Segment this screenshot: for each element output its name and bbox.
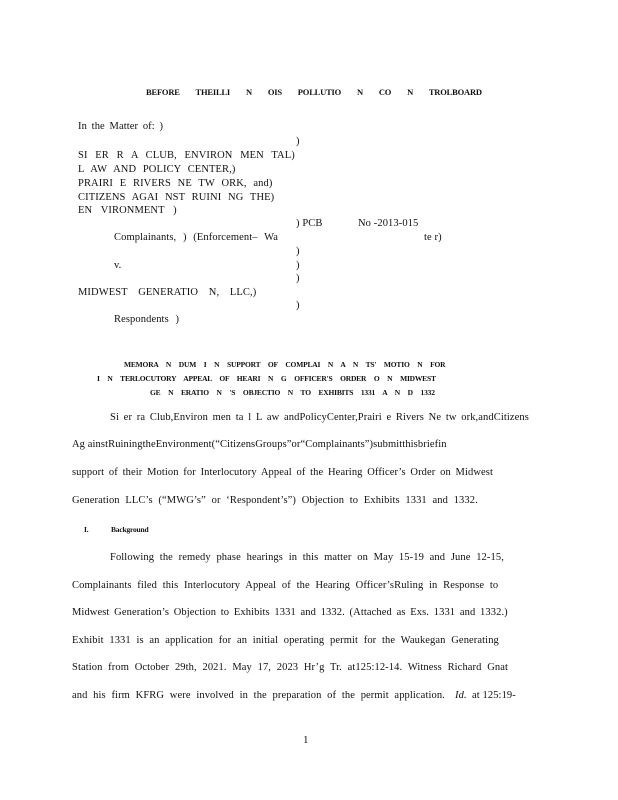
caption-paren: ) (296, 260, 300, 271)
caption-paren: ) (296, 246, 300, 257)
caption-paren: ) (296, 136, 300, 147)
caption-complainants-end: te r) (424, 232, 442, 243)
citation-id: Id. (455, 690, 467, 701)
background-line: Midwest Generation’s Objection to Exhibits 1331 and 1332. (Attached as Exs. 1331 and 1332.) (72, 607, 508, 618)
intro-line: Generation LLC’s (“MWG’s” or ‘Respondent’s”) Objection to Exhibits 1331 and 1332. (72, 495, 478, 506)
intro-line: Si er ra Club,Environ men ta l L aw andPolicyCenter,Prairi e Rivers Ne tw ork,andCitizens (110, 412, 529, 423)
background-line: and his firm KFRG were involved in the preparation of the permit application. (72, 690, 445, 701)
caption-party-line: SI ER R A CLUB, ENVIRON MEN TAL) (78, 150, 295, 161)
caption-respondents: Respondents ) (114, 314, 180, 325)
caption-complainants: Complainants, ) (Enforcement– Wa (114, 232, 279, 243)
section-heading: Background (111, 525, 149, 534)
caption-case-number: No -2013-015 (358, 218, 419, 229)
caption-party-line: L AW AND POLICY CENTER,) (78, 164, 236, 175)
background-line: Following the remedy phase hearings in this matter on May 15-19 and June 12-15, (110, 552, 504, 563)
background-line: Station from October 29th, 2021. May 17, 2023 Hr’g Tr. at125:12-14. Witness Richard Gnat (72, 662, 509, 673)
caption-paren: ) (296, 300, 300, 311)
memo-title-line: I N TERLOCUTORY APPEAL OF HEARI N G OFFICER'S ORDER O N MIDWEST (97, 374, 436, 383)
citation-pinpoint: at 125:19- (472, 690, 516, 701)
page-number: 1 (303, 734, 309, 746)
caption-in-matter: In the Matter of: ) (78, 121, 164, 132)
section-number: I. (84, 525, 89, 534)
intro-line: Ag ainstRuiningtheEnvironment(“CitizensGroups”or“Complainants”)submitthisbriefin (72, 439, 447, 450)
caption-respondent-name: MIDWEST GENERATIO N, LLC,) (78, 287, 257, 298)
board-header: BEFORE THEILLI N OIS POLLUTIO N CO N TROLBOARD (146, 87, 482, 97)
intro-line: support of their Motion for Interlocutory Appeal of the Hearing Officer’s Order on Midwest (72, 467, 493, 478)
caption-paren: ) (296, 273, 300, 284)
caption-pcb-label: ) PCB (296, 218, 323, 229)
caption-party-line: PRAIRI E RIVERS NE TW ORK, and) (78, 178, 273, 189)
caption-party-line: EN VIRONMENT ) (78, 205, 177, 216)
background-line: Complainants filed this Interlocutory Appeal of the Hearing Officer’sRuling in Response to (72, 580, 499, 591)
background-line: Exhibit 1331 is an application for an initial operating permit for the Waukegan Generating (72, 635, 499, 646)
memo-title-line: MEMORA N DUM I N SUPPORT OF COMPLAI N A N TS' MOTIO N FOR (124, 360, 446, 369)
memo-title-line: GE N ERATIO N 'S OBJECTIO N TO EXHIBITS 1331 A N D 1332 (150, 388, 435, 397)
caption-party-line: CITIZENS AGAI NST RUINI NG THE) (78, 192, 275, 203)
caption-versus: v. (114, 260, 122, 271)
